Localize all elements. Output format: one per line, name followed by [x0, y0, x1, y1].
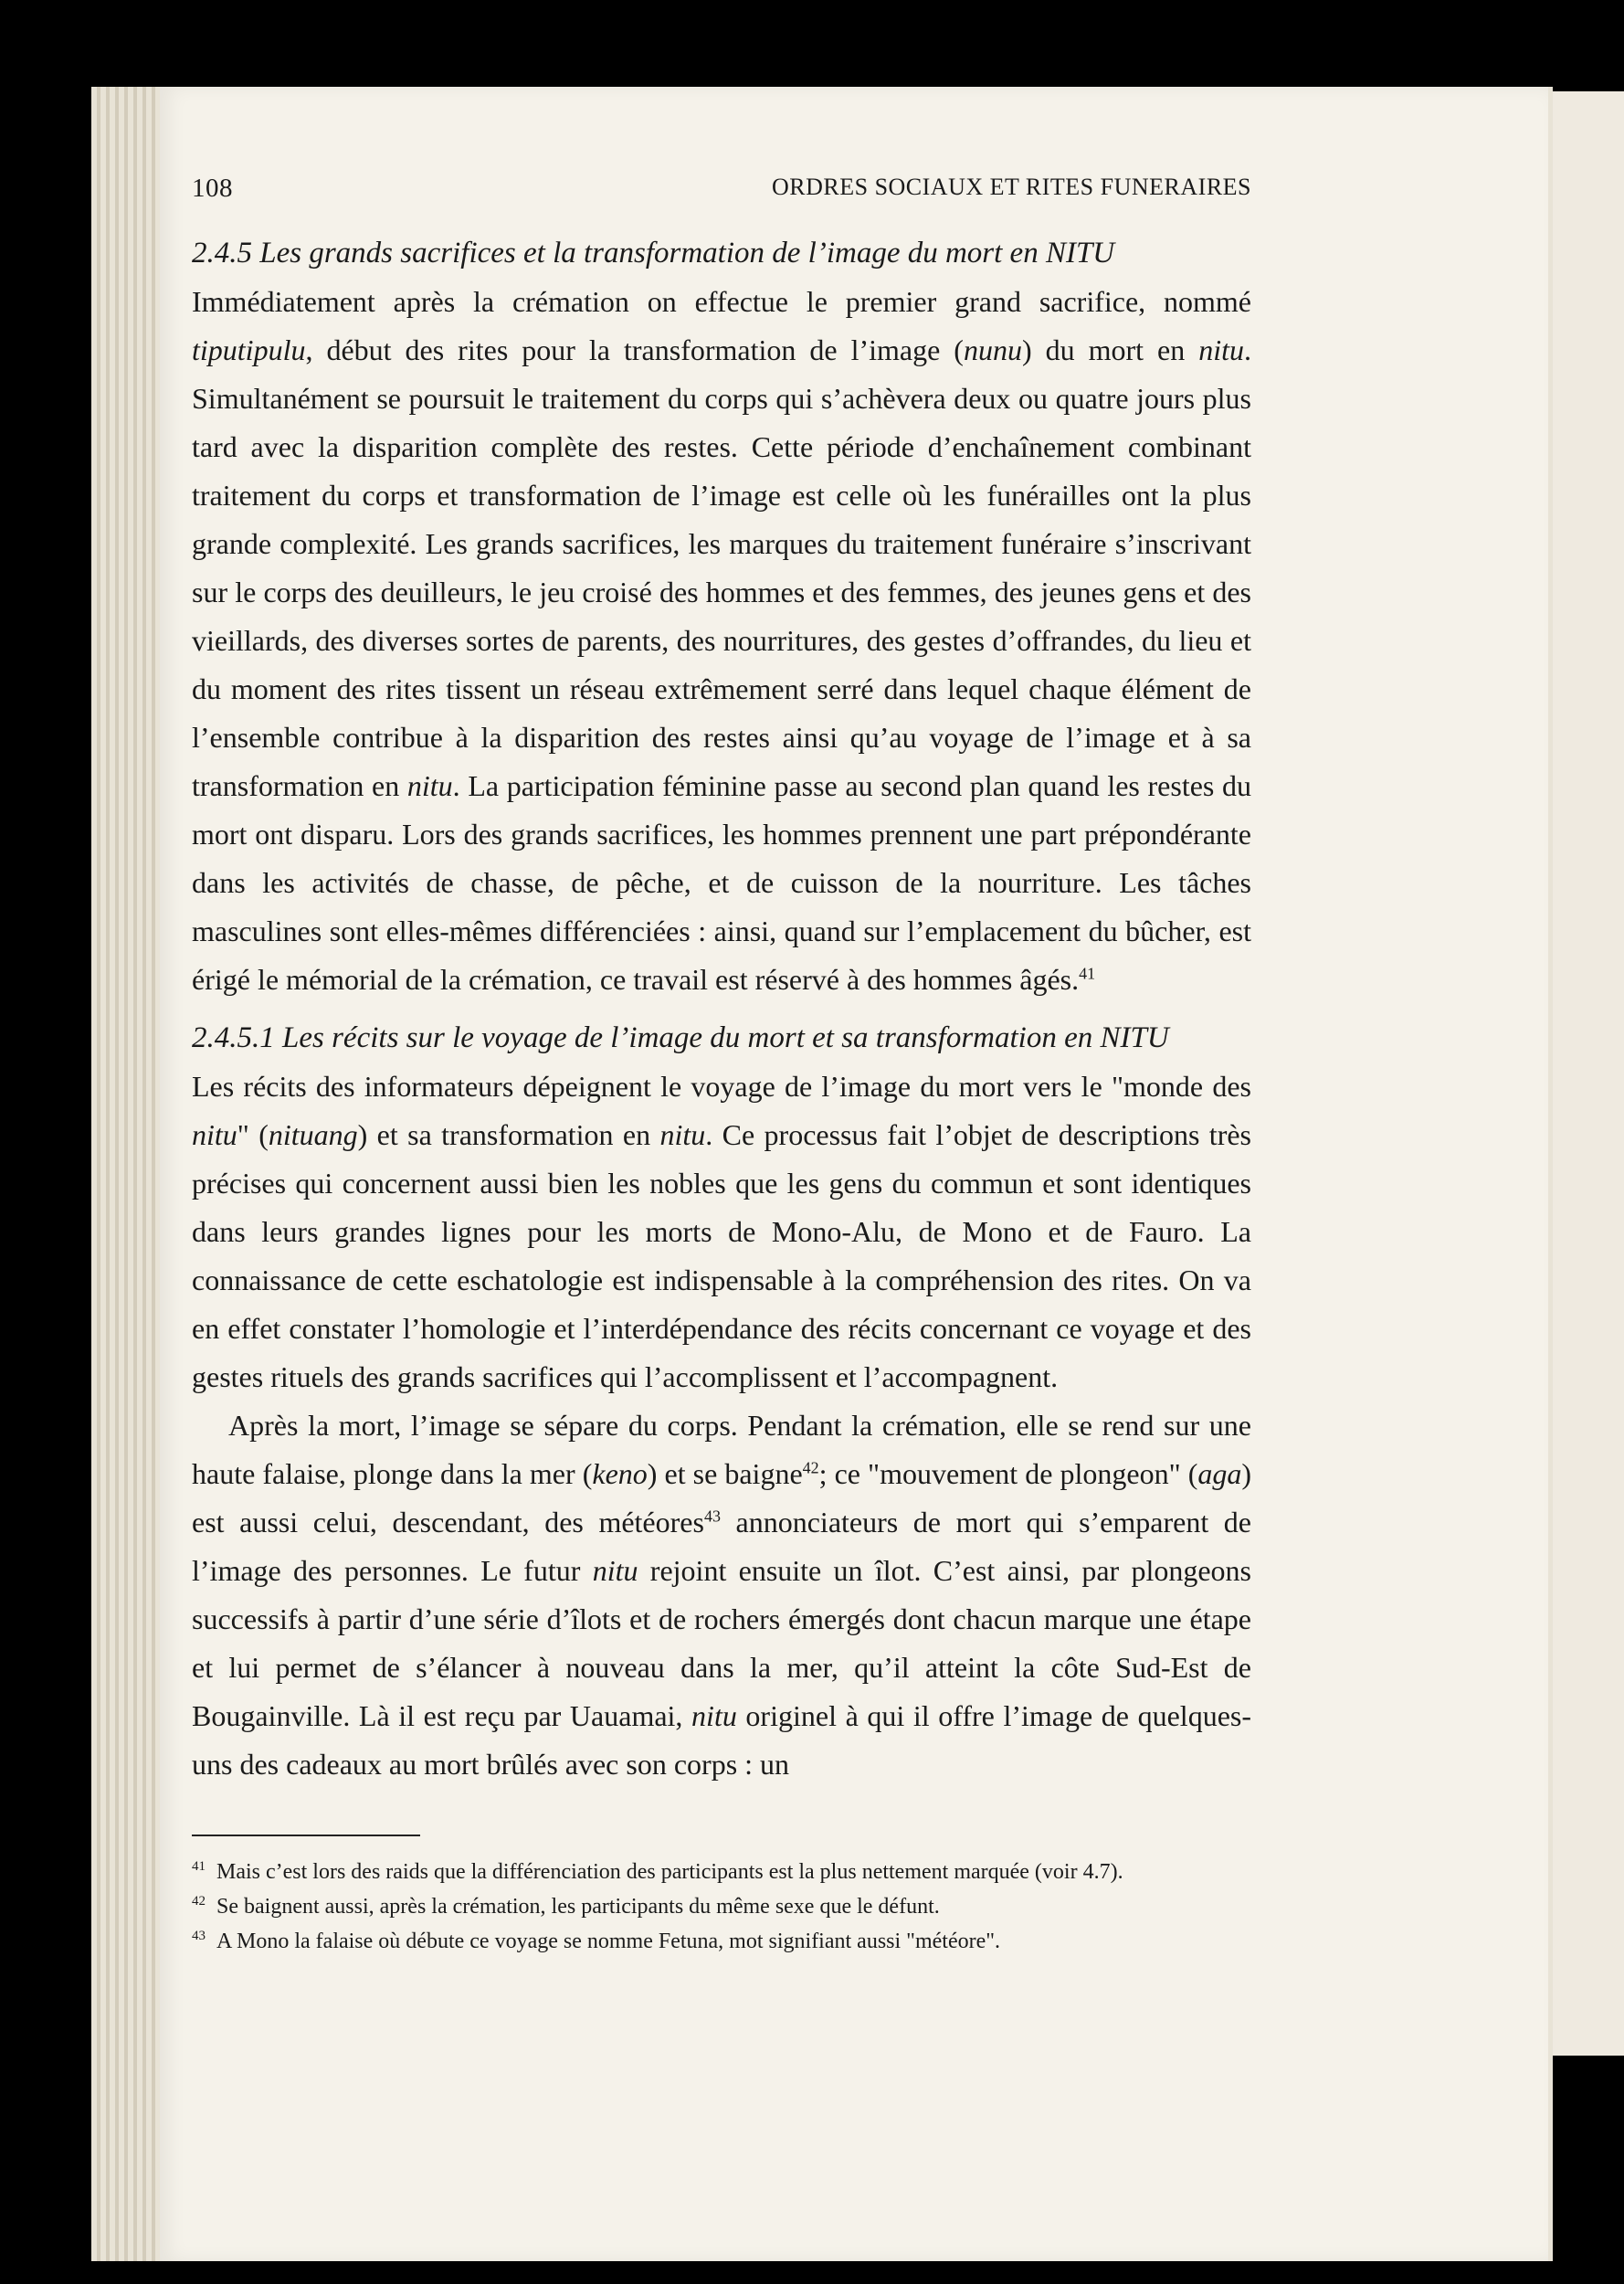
page-edge [106, 87, 110, 2261]
footnote-divider [192, 1835, 420, 1836]
footnote-43: $^{43}$ A Mono la falaise où débute ce voyage se nomme Fetuna, mot signifiant aussi "météore". [192, 1929, 1001, 1953]
facing-page [1553, 91, 1624, 2056]
footnote-ref[interactable]: 41 [1079, 964, 1096, 983]
footnote-ref[interactable]: 42 [802, 1458, 819, 1477]
page-edge [142, 87, 146, 2261]
page-edge [124, 87, 128, 2261]
paragraph: Les récits des informateurs dépeignent le voyage de l’image du mort vers le "monde des nitu" (nituang) et sa transformation en nitu. Ce processus fait l’objet de descriptions très précises qui concernent aussi bien les nobles que les gens du commun et sont identiques dans leurs grandes lignes pour les morts de Mono-Alu, de Mono et de Fauro. La connaissance de cette eschatologie est indispensable à la compréhension des rites. On va en effet constater l’homologie et l’interdépendance des récits concernant ce voyage et des gestes rituels des grands sacrifices qui l’accomplissent et l’accompagnent. [192, 1070, 1252, 1393]
chapter-title: ORDRES SOCIAUX ET RITES FUNERAIRES [771, 174, 1251, 200]
footnote-ref[interactable]: 43 [703, 1507, 721, 1526]
page-edge [133, 87, 137, 2261]
section-heading-2-4-5: 2.4.5 Les grands sacrifices et la transformation de l’image du mort en NITU [192, 237, 1115, 270]
page-edge [152, 87, 155, 2261]
page-number: 108 [192, 174, 233, 203]
running-header [192, 174, 1251, 228]
page-edge [97, 87, 100, 2261]
footnote-41: $^{41}$ Mais c’est lors des raids que la différenciation des participants est la plus nettement marquée (voir 4.7). [192, 1859, 1123, 1884]
footnote-42: $^{42}$ Se baignent aussi, après la crémation, les participants du même sexe que le défunt. [192, 1894, 940, 1919]
page-edge [115, 87, 119, 2261]
page-content [192, 174, 1251, 1961]
paragraph: Immédiatement après la crémation on effectue le premier grand sacrifice, nommé tiputipulu, début des rites pour la transformation de l’image (nunu) du mort en nitu. Simultanément se poursuit le traitement du corps qui s’achèvera deux ou quatre jours plus tard avec la disparition complète des restes. Cette période d’enchaînement combinant traitement du corps et transformation de l’image est celle où les funérailles ont la plus grande complexité. Les grands sacrifices, les marques du traitement funéraire s’inscrivant sur le corps des deuilleurs, le jeu croisé des hommes et des femmes, des jeunes gens et des vieillards, des diverses sortes de parents, des nourritures, des gestes d’offrandes, du lieu et du moment des rites tissent un réseau extrêmement serré dans lequel chaque élément de l’ensemble contribue à la disparition des restes ainsi qu’au voyage de l’image et à sa transformation en nitu. La participation féminine passe au second plan quand les restes du mort ont disparu. Lors des grands sacrifices, les hommes prennent une part prépondérante dans les activités de chasse, de pêche, et de cuisson de la nourriture. Les tâches masculines sont elles-mêmes différenciées : ainsi, quand sur l’emplacement du bûcher, est érigé le mémorial de la crémation, ce travail est réservé à des hommes âgés.$^{41}$ [192, 285, 1252, 996]
paragraph: Après la mort, l’image se sépare du corps. Pendant la crémation, elle se rend sur une haute falaise, plonge dans la mer (keno) et se baigne$^{42}$; ce "mouvement de plongeon" (aga) est aussi celui, descendant, des météores$^{43}$ annonciateurs de mort qui s’emparent de l’image des personnes. Le futur nitu rejoint ensuite un îlot. C’est ainsi, par plongeons successifs à partir d’une série d’îlots et de rochers émergés dont chacun marque une étape et lui permet de s’élancer à nouveau dans la mer, qu’il atteint la côte Sud-Est de Bougainville. Là il est reçu par Uauamai, nitu originel à qui il offre l’image de quelques-uns des cadeaux au mort brûlés avec son corps : un [192, 1409, 1252, 1781]
section-heading-2-4-5-1: 2.4.5.1 Les récits sur le voyage de l’image du mort et sa transformation en NITU [192, 1021, 1169, 1054]
